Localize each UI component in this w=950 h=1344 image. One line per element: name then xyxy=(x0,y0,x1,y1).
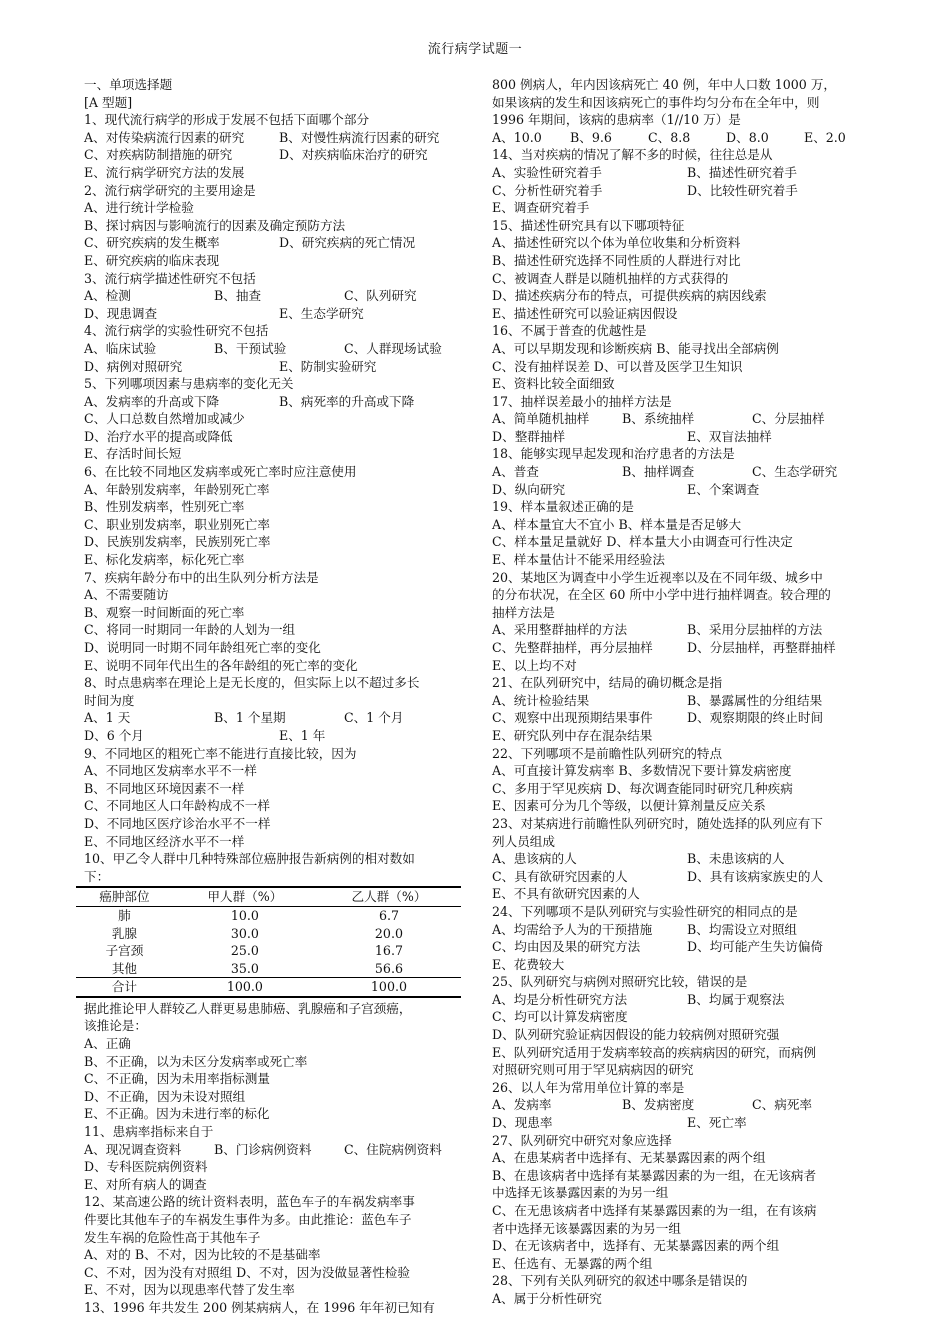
option-text: D、对疾病临床治疗的研究 xyxy=(279,147,428,163)
option-text: B、门诊病例资料 xyxy=(214,1141,312,1157)
table-cell: 其他 xyxy=(111,960,138,976)
text-line: B、观察一时间断面的死亡率 xyxy=(84,604,245,620)
question-stem: 24、下列哪项不是队列研究与实验性研究的相同点的是 xyxy=(492,903,798,919)
text-line: E、研究疾病的临床表现 xyxy=(84,252,220,268)
option-text: D、观察期限的终止时间 xyxy=(687,710,824,726)
table-cell: 合计 xyxy=(76,978,173,997)
option-text: B、均需设立对照组 xyxy=(687,921,798,937)
question-stem: 13、1996 年共发生 200 例某病病人，在 1996 年年初已知有 xyxy=(84,1299,435,1315)
question-stem: 22、下列哪项不是前瞻性队列研究的特点 xyxy=(492,745,723,761)
question-stem: 19、样本量叙述正确的是 xyxy=(492,499,634,515)
option-text: B、均属于观察法 xyxy=(687,991,785,1007)
question-stem: 1、现代流行病学的形成于发展不包括下面哪个部分 xyxy=(84,112,370,128)
option-text: A、临床试验 xyxy=(84,340,157,356)
text-line: 对照研究则可用于罕见病病因的研究 xyxy=(492,1062,694,1078)
text-line: 该推论是： xyxy=(84,1018,147,1034)
option-row xyxy=(84,727,469,745)
text-line: D、在无该病者中，选择有、无某暴露因素的两个组 xyxy=(492,1238,780,1254)
option-row xyxy=(492,921,877,939)
table-row xyxy=(76,925,461,943)
text-line: E、不同地区经济水平不一样 xyxy=(84,833,245,849)
question-stem: 5、下列哪项因素与患病率的变化无关 xyxy=(84,376,294,392)
text-line: 如果该病的发生和因该病死亡的事件均匀分布在全年中，则 xyxy=(492,94,820,110)
option-text: D、6 个月 xyxy=(84,727,144,743)
option-text: C、对疾病防制措施的研究 xyxy=(84,147,233,163)
option-text: D、纵向研究 xyxy=(492,481,566,497)
option-text: A、发病率 xyxy=(492,1097,552,1113)
text-line: E、流行病学研究方法的发展 xyxy=(84,164,245,180)
text-line: E、描述性研究可以验证病因假设 xyxy=(492,305,678,321)
text-line: E、存活时间长短 xyxy=(84,446,182,462)
table-cell: 25.0 xyxy=(230,943,259,959)
table-cell: 20.0 xyxy=(374,925,403,941)
option-text: A、采用整群抽样的方法 xyxy=(492,622,628,638)
text-line: 据此推论甲人群较乙人群更易患肺癌、乳腺癌和子宫颈癌， xyxy=(84,1000,412,1016)
text-line: E、研究队列中存在混杂结果 xyxy=(492,727,653,743)
text-line: A、描述性研究以个体为单位收集和分析资料 xyxy=(492,235,741,251)
option-text: D、均可能产生失访偏倚 xyxy=(687,939,824,955)
option-text: D、比较性研究着手 xyxy=(687,182,798,198)
text-line: E、以上均不对 xyxy=(492,657,577,673)
text-line: A、不需要随访 xyxy=(84,587,169,603)
option-row xyxy=(84,393,469,411)
question-stem: 20、某地区为调查中小学生近视率以及在不同年级、城乡中 xyxy=(492,569,823,585)
table-total-row xyxy=(76,978,461,997)
text-line: 的分布状况，在全区 60 所中小学中进行抽样调查。较合理的 xyxy=(492,587,831,603)
option-text: E、死亡率 xyxy=(687,1115,747,1131)
text-line: B、探讨病因与影响流行的因素及确定预防方法 xyxy=(84,217,346,233)
option-row xyxy=(492,639,877,657)
question-stem: 9、不同地区的粗死亡率不能进行直接比较，因为 xyxy=(84,745,357,761)
option-text: D、现患率 xyxy=(492,1115,553,1131)
text-line: C、在无患该病者中选择有某暴露因素的为一组，在有该病 xyxy=(492,1203,817,1218)
text-line: 800 例病人，年内因该病死亡 40 例，年中人口数 1000 万， xyxy=(492,77,837,92)
question-stem: 7、疾病年龄分布中的出生队列分析方法是 xyxy=(84,569,319,585)
table-cell: 6.7 xyxy=(378,907,399,923)
option-row xyxy=(84,129,469,147)
cancer-site-table xyxy=(76,886,461,998)
text-line: E、标化发病率，标化死亡率 xyxy=(84,552,245,568)
option-row xyxy=(492,129,877,147)
option-text: A、普查 xyxy=(492,464,539,480)
option-text: B、抽样调查 xyxy=(622,464,695,480)
text-line: A、进行统计学检验 xyxy=(84,200,194,216)
option-row xyxy=(84,287,469,305)
option-row xyxy=(84,1141,469,1159)
option-text: E、双盲法抽样 xyxy=(687,428,772,444)
text-line: C、不对，因为没有对照组 D、不对，因为没做显著性检验 xyxy=(84,1264,410,1280)
option-text: A、统计检验结果 xyxy=(492,692,590,708)
text-line: E、队列研究适用于发病率较高的疾病病因的研究，而病例 xyxy=(492,1044,817,1060)
option-text: D、现患调查 xyxy=(84,305,158,321)
option-row xyxy=(84,709,469,727)
option-text: E、2.0 xyxy=(804,129,846,145)
text-line: B、在患该病者中选择有某暴露因素的为一组，在无该病者 xyxy=(492,1167,817,1183)
text-line: D、不正确，因为未设对照组 xyxy=(84,1088,246,1104)
text-line: B、不同地区环境因素不一样 xyxy=(84,780,245,796)
option-text: B、干预试验 xyxy=(214,340,287,356)
table-row xyxy=(76,960,461,978)
text-line: A、可以早期发现和诊断疾病 B、能寻找出全部病例 xyxy=(492,340,779,356)
text-line: E、任选有、无暴露的两个组 xyxy=(492,1255,653,1271)
option-text: D、具有该病家族史的人 xyxy=(687,868,824,884)
question-stem: 23、对某病进行前瞻性队列研究时，随处选择的队列应有下 xyxy=(492,815,823,831)
option-text: C、8.8 xyxy=(648,129,691,145)
option-text: B、未患该病的人 xyxy=(687,851,785,867)
text-line: D、治疗水平的提高或降低 xyxy=(84,428,233,444)
option-text: C、分析性研究着手 xyxy=(492,182,603,198)
table-header-cell: 甲人群（%） xyxy=(173,887,317,906)
option-row xyxy=(492,692,877,710)
option-text: B、发病密度 xyxy=(622,1097,695,1113)
text-line: E、不正确。因为未进行率的标化 xyxy=(84,1106,270,1122)
page-title: 流行病学试题一 xyxy=(427,42,523,57)
text-line: A、在患某病者中选择有、无某暴露因素的两个组 xyxy=(492,1150,766,1166)
text-line: A、属于分析性研究 xyxy=(492,1290,602,1306)
table-cell: 30.0 xyxy=(230,925,259,941)
text-line: 件要比其他车子的车祸发生事件为多。由此推论：蓝色车子 xyxy=(84,1212,412,1227)
text-line: 列人员组成 xyxy=(492,833,555,849)
text-line: A、对的 B、不对，因为比较的不是基础率 xyxy=(84,1247,321,1263)
text-line: 时间为度 xyxy=(84,692,135,708)
table-cell: 子宫颈 xyxy=(105,943,144,959)
question-stem: 18、能够实现早起发现和治疗患者的方法是 xyxy=(492,446,735,462)
table-header-cell: 癌肿部位 xyxy=(76,887,173,906)
text-line: C、职业别发病率，职业别死亡率 xyxy=(84,516,270,532)
option-text: C、研究疾病的发生概率 xyxy=(84,235,220,251)
text-line: B、不正确，以为未区分发病率或死亡率 xyxy=(84,1053,308,1069)
text-line: 中选择无该暴露因素的为另一组 xyxy=(492,1185,669,1201)
text-line: C、多用于罕见疾病 D、每次调查能同时研究几种疾病 xyxy=(492,780,793,796)
text-line: C、均可以计算发病密度 xyxy=(492,1009,628,1025)
text-line: [A 型题] xyxy=(84,94,133,110)
option-text: A、发病率的升高或下降 xyxy=(84,393,220,409)
option-text: A、实验性研究着手 xyxy=(492,164,602,180)
option-text: A、1 天 xyxy=(84,710,131,726)
text-line: E、花费较大 xyxy=(492,956,565,972)
option-text: A、患该病的人 xyxy=(492,851,577,867)
option-text: C、均由因及果的研究方法 xyxy=(492,939,641,955)
option-text: A、检测 xyxy=(84,288,131,304)
text-line: A、可直接计算发病率 B、多数情况下要计算发病密度 xyxy=(492,763,792,779)
question-stem: 4、流行病学的实验性研究不包括 xyxy=(84,323,269,339)
option-row xyxy=(84,146,469,164)
text-line: E、因素可分为几个等级，以便计算剂量反应关系 xyxy=(492,798,766,814)
table-cell: 肺 xyxy=(118,907,131,923)
option-row xyxy=(84,340,469,358)
option-text: C、病死率 xyxy=(752,1097,813,1113)
option-text: D、整群抽样 xyxy=(492,428,566,444)
question-stem: 28、下列有关队列研究的叙述中哪条是错误的 xyxy=(492,1273,748,1289)
option-text: E、1 年 xyxy=(279,727,326,743)
option-text: C、1 个月 xyxy=(344,710,404,726)
text-line: E、不对，因为以现患率代替了发生率 xyxy=(84,1282,295,1298)
table-cell: 56.6 xyxy=(374,960,403,976)
text-line: A、年龄别发病率，年龄别死亡率 xyxy=(84,481,270,497)
option-text: B、对慢性病流行因素的研究 xyxy=(279,129,440,145)
question-stem: 6、在比较不同地区发病率或死亡率时应注意使用 xyxy=(84,464,357,480)
table-cell: 35.0 xyxy=(230,960,259,976)
option-row xyxy=(492,428,877,446)
option-row xyxy=(492,410,877,428)
text-line: D、队列研究验证病因假设的能力较病例对照研究强 xyxy=(492,1027,780,1043)
option-text: E、生态学研究 xyxy=(279,305,364,321)
text-line: A、不同地区发病率水平不一样 xyxy=(84,763,257,779)
option-row xyxy=(492,182,877,200)
text-line: E、样本量估计不能采用经验法 xyxy=(492,552,665,568)
table-row xyxy=(76,906,461,924)
text-line: D、说明同一时期不同年龄组死亡率的变化 xyxy=(84,640,321,655)
option-text: B、暴露属性的分组结果 xyxy=(687,692,823,708)
text-line: C、人口总数自然增加或减少 xyxy=(84,411,245,427)
option-text: E、个案调查 xyxy=(687,481,760,497)
option-row xyxy=(84,305,469,323)
question-stem: 11、患病率指标来自于 xyxy=(84,1124,214,1140)
option-text: A、10.0 xyxy=(492,129,542,145)
text-line: C、样本量足量就好 D、样本量大小由调查可行性决定 xyxy=(492,534,793,550)
option-text: E、防制实验研究 xyxy=(279,358,377,374)
question-stem: 25、队列研究与病例对照研究比较，错误的是 xyxy=(492,974,748,990)
option-text: C、生态学研究 xyxy=(752,464,838,480)
option-row xyxy=(492,868,877,886)
option-text: C、队列研究 xyxy=(344,288,417,304)
question-stem: 14、当对疾病的情况了解不多的时候，往往总是从 xyxy=(492,147,773,163)
question-stem: 2、流行病学研究的主要用途是 xyxy=(84,182,256,198)
question-stem: 21、在队列研究中，结局的确切概念是指 xyxy=(492,675,723,691)
option-text: B、9.6 xyxy=(570,129,612,145)
option-text: A、简单随机抽样 xyxy=(492,411,590,427)
option-text: A、均需给予人为的干预措施 xyxy=(492,921,653,937)
question-stem: 26、以人年为常用单位计算的率是 xyxy=(492,1079,685,1095)
option-row xyxy=(492,938,877,956)
question-stem: 12、某高速公路的统计资料表明，蓝色车子的车祸发病率事 xyxy=(84,1194,415,1210)
text-line: E、说明不同年代出生的各年龄组的死亡率的变化 xyxy=(84,657,358,673)
option-row xyxy=(492,991,877,1009)
right-column xyxy=(492,76,877,1308)
option-text: C、分层抽样 xyxy=(752,411,825,427)
option-row xyxy=(492,463,877,481)
option-row xyxy=(492,621,877,639)
text-line: 者中选择无该暴露因素的为另一组 xyxy=(492,1220,681,1236)
option-row xyxy=(492,709,877,727)
question-stem: 17、抽样误差最小的抽样方法是 xyxy=(492,393,672,409)
text-line: B、描述性研究选择不同性质的人群进行对比 xyxy=(492,252,741,268)
option-text: B、采用分层抽样的方法 xyxy=(687,622,823,638)
option-text: B、病死率的升高或下降 xyxy=(279,393,415,409)
option-row xyxy=(84,234,469,252)
option-text: C、先整群抽样，再分层抽样 xyxy=(492,640,653,655)
text-line: C、没有抽样误差 D、可以普及医学卫生知识 xyxy=(492,358,743,374)
option-text: D、8.0 xyxy=(726,129,769,145)
text-line: D、专科医院病例资料 xyxy=(84,1159,208,1175)
question-stem: 3、流行病学描述性研究不包括 xyxy=(84,270,256,286)
text-line: C、被调查人群是以随机抽样的方式获得的 xyxy=(492,270,729,286)
text-line: E、资料比较全面细致 xyxy=(492,376,615,392)
option-text: B、1 个星期 xyxy=(214,710,286,726)
text-line: C、将同一时期同一年龄的人划为一组 xyxy=(84,622,296,638)
table-row xyxy=(76,942,461,960)
text-line: E、对所有病人的调查 xyxy=(84,1176,207,1192)
text-line: C、不同地区人口年龄构成不一样 xyxy=(84,798,270,814)
option-text: A、对传染病流行因素的研究 xyxy=(84,129,245,145)
option-row xyxy=(492,1096,877,1114)
option-text: D、研究疾病的死亡情况 xyxy=(279,235,416,251)
option-row xyxy=(84,358,469,376)
text-line: A、样本量宜大不宜小 B、样本量是否足够大 xyxy=(492,516,742,532)
option-text: C、人群现场试验 xyxy=(344,340,442,356)
text-line: 下： xyxy=(84,868,110,884)
table-cell: 乳腺 xyxy=(111,925,138,941)
option-text: B、抽查 xyxy=(214,288,262,304)
table-cell: 10.0 xyxy=(230,907,259,923)
option-text: D、分层抽样，再整群抽样 xyxy=(687,640,836,655)
table-cell: 100.0 xyxy=(317,978,461,997)
option-row xyxy=(492,1114,877,1132)
text-line: D、不同地区医疗诊治水平不一样 xyxy=(84,815,271,831)
table-cell: 100.0 xyxy=(173,978,317,997)
question-stem: 8、时点患病率在理论上是无长度的，但实际上以不超过多长 xyxy=(84,675,420,691)
question-stem: 16、不属于普查的优越性是 xyxy=(492,323,647,339)
option-text: C、具有欲研究因素的人 xyxy=(492,868,628,884)
text-line: 发生车祸的危险性高于其他车子 xyxy=(84,1229,261,1245)
option-row xyxy=(492,164,877,182)
question-stem: 15、描述性研究具有以下哪项特征 xyxy=(492,217,685,233)
option-row xyxy=(492,481,877,499)
option-text: D、病例对照研究 xyxy=(84,358,183,374)
text-line: E、调查研究着手 xyxy=(492,200,590,216)
question-stem: 10、甲乙令人群中几种特殊部位癌肿报告新病例的相对数如 xyxy=(84,851,415,867)
option-text: B、系统抽样 xyxy=(622,411,695,427)
text-line: A、正确 xyxy=(84,1036,131,1052)
text-line: D、民族别发病率，民族别死亡率 xyxy=(84,534,271,550)
table-header-cell: 乙人群（%） xyxy=(317,887,461,906)
table-cell: 16.7 xyxy=(374,943,403,959)
option-text: C、观察中出现预期结果事件 xyxy=(492,710,653,726)
text-line: 一、单项选择题 xyxy=(84,77,173,92)
text-line: B、性别发病率，性别死亡率 xyxy=(84,499,245,515)
option-row xyxy=(492,850,877,868)
option-text: A、现况调查资料 xyxy=(84,1141,182,1157)
left-column xyxy=(84,76,469,1317)
text-line: E、不具有欲研究因素的人 xyxy=(492,886,640,902)
text-line: C、不正确，因为未用率指标测量 xyxy=(84,1071,270,1087)
option-text: B、描述性研究着手 xyxy=(687,164,798,180)
option-text: A、均是分析性研究方法 xyxy=(492,991,628,1007)
text-line: D、描述疾病分布的特点，可提供疾病的病因线索 xyxy=(492,288,767,304)
option-text: C、住院病例资料 xyxy=(344,1141,442,1157)
text-line: 抽样方法是 xyxy=(492,604,555,620)
question-stem: 27、队列研究中研究对象应选择 xyxy=(492,1132,672,1148)
text-line: 1996 年期间，该病的患病率（1//10 万）是 xyxy=(492,112,741,128)
